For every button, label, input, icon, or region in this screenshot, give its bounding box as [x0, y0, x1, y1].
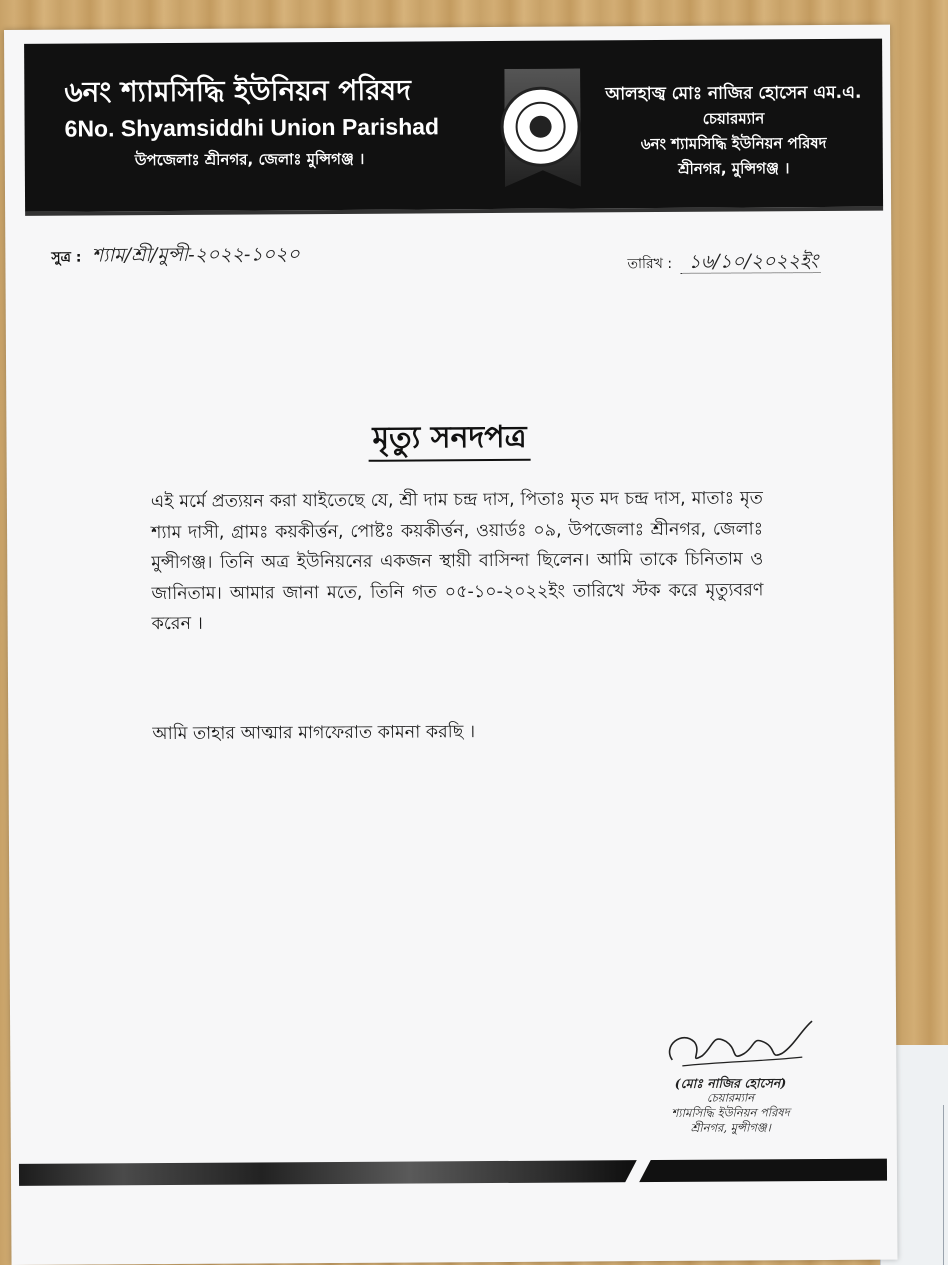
sheet-rule-line — [943, 1105, 944, 1265]
seal-emblem-icon — [500, 86, 580, 166]
union-address: উপজেলাঃ শ্রীনগর, জেলাঃ মুন্সিগঞ্জ । — [134, 149, 365, 170]
signatory-organization: শ্যামসিদ্ধি ইউনিয়ন পরিষদ — [671, 1105, 790, 1120]
date-line — [627, 247, 820, 280]
date-value: ১৬/১০/২০২২ইং — [680, 250, 820, 274]
date-label: তারিখ : — [627, 255, 673, 273]
government-seal — [494, 62, 591, 189]
seal-core — [530, 116, 552, 138]
footer-bar — [19, 1159, 887, 1186]
document-title-text: মৃত্যু সনদপত্র — [368, 420, 530, 462]
reference-number: শ্যাম/শ্রী/মুন্সী-২০২২-১০২০ — [91, 243, 300, 267]
closing-line: আমি তাহার আত্মার মাগফেরাত কামনা করছি । — [152, 722, 476, 745]
chairman-name: আলহাজ্ব মোঃ নাজির হোসেন এম.এ. — [605, 82, 862, 105]
signatory-title: চেয়ারম্যান — [706, 1090, 755, 1105]
letterhead-left — [64, 73, 495, 174]
document-title — [6, 411, 892, 467]
signature-scribble-icon — [652, 1015, 822, 1076]
seal-inner-ring — [515, 102, 565, 152]
certificate-body: এই মর্মে প্রত্যয়ন করা যাইতেছে যে, শ্রী দাম চন্দ্র দাস, পিতাঃ মৃত মদ চন্দ্র দাস, মাতাঃ মৃত শ্যাম দাসী, গ্রামঃ কয়কীর্ত্তন, পোষ্টঃ কয়কীর্ত্তন, ওয়ার্ডঃ ০৯, উপজেলাঃ শ্রীনগর, জেলাঃ মুন্সীগঞ্জ। তিনি অত্র ইউনিয়নের একজন স্থায়ী বাসিন্দা ছিলেন। আমি তাকে চিনিতাম ও জানিতাম। আমার জানা মতে, তিনি গত ০৫-১০-২০২২ইং তারিখে স্টক করে মৃত্যুবরণ করেন । — [150, 488, 764, 635]
signatory-name: (মোঃ নাজির হোসেন) — [674, 1075, 787, 1091]
union-title-english: 6No. Shyamsiddhi Union Parishad — [64, 113, 440, 142]
chairman-location: শ্রীনগর, মুন্সিগঞ্জ । — [678, 159, 790, 178]
chairman-organization: ৬নং শ্যামসিদ্ধি ইউনিয়ন পরিষদ — [640, 133, 827, 154]
signatory-location: শ্রীনগর, মুন্সীগঞ্জ। — [690, 1120, 771, 1135]
reference-line — [51, 240, 300, 274]
signature-block — [630, 1015, 831, 1136]
letterhead-right — [584, 81, 883, 183]
chairman-title: চেয়ারম্যান — [702, 109, 765, 128]
reference-label: সুত্র : — [51, 249, 82, 266]
union-title-bangla: ৬নং শ্যামসিদ্ধি ইউনিয়ন পরিষদ — [64, 73, 411, 109]
letterhead — [24, 39, 883, 212]
certificate-paper — [4, 25, 898, 1265]
